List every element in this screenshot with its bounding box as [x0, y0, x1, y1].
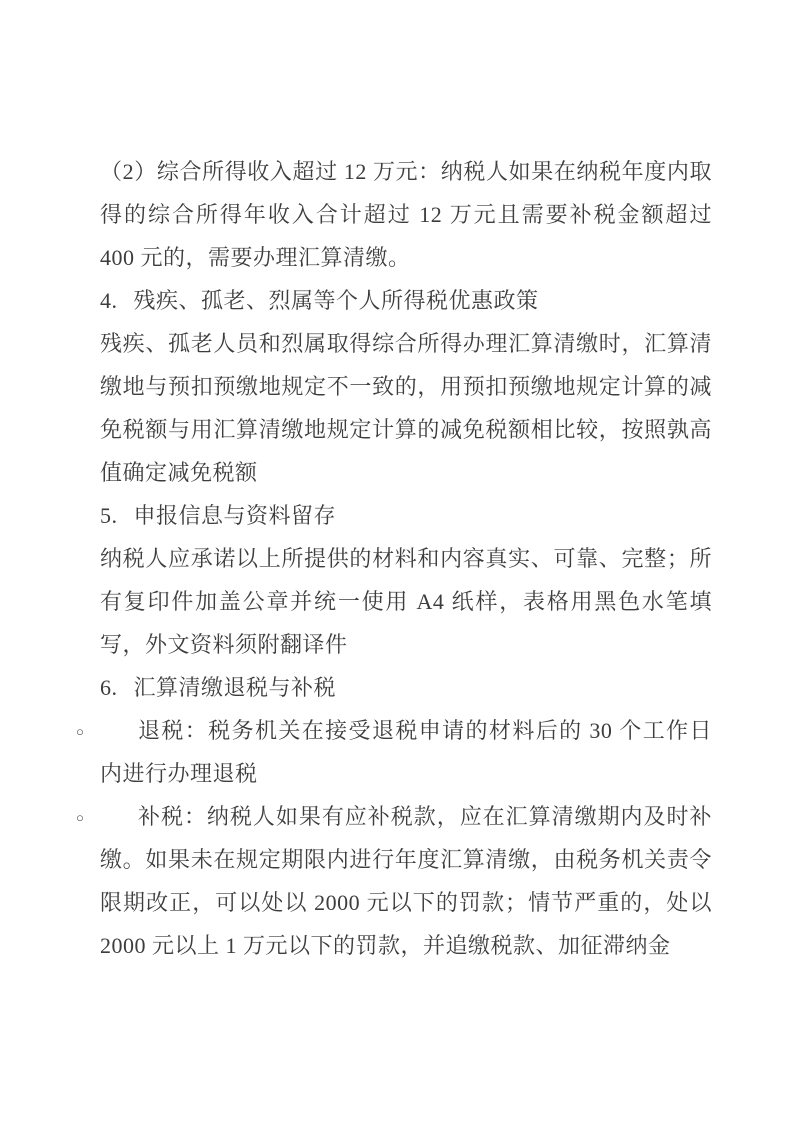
list-item-text: 补税：纳税人如果有应补税款，应在汇算清缴期内及时补缴。如果未在规定期限内进行年度汇算清缴，由税务机关责令限期改正，可以处以 2000 元以下的罚款；情节严重的，处以 2000 元以上 1 万元以下的罚款，并追缴税款、加征滞纳金	[100, 804, 712, 958]
list-item	[76, 709, 712, 795]
heading-number: 4.	[100, 288, 118, 313]
heading-number: 6.	[100, 675, 118, 700]
bullet-icon: ○	[76, 724, 85, 739]
section-heading	[100, 279, 712, 322]
section-heading	[100, 666, 712, 709]
bullet-icon: ○	[76, 810, 85, 825]
document-content	[76, 150, 712, 967]
section-heading	[100, 494, 712, 537]
heading-number: 5.	[100, 503, 118, 528]
paragraph: （2）综合所得收入超过 12 万元：纳税人如果在纳税年度内取得的综合所得年收入合计超过 12 万元且需要补税金额超过 400 元的，需要办理汇算清缴。	[100, 159, 712, 270]
heading-title: 汇算清缴退税与补税	[133, 675, 337, 700]
paragraph: 纳税人应承诺以上所提供的材料和内容真实、可靠、完整；所有复印件加盖公章并统一使用 A4 纸样，表格用黑色水笔填写，外文资料须附翻译件	[100, 546, 712, 657]
list-item-text: 退税：税务机关在接受退税申请的材料后的 30 个工作日内进行办理退税	[100, 718, 712, 786]
paragraph: 残疾、孤老人员和烈属取得综合所得办理汇算清缴时，汇算清缴地与预扣预缴地规定不一致的，用预扣预缴地规定计算的减免税额与用汇算清缴地规定计算的减免税额相比较，按照孰高值确定减免税额	[100, 331, 712, 485]
heading-title: 残疾、孤老、烈属等个人所得税优惠政策	[133, 288, 539, 313]
list-item	[76, 795, 712, 967]
heading-title: 申报信息与资料留存	[133, 503, 337, 528]
